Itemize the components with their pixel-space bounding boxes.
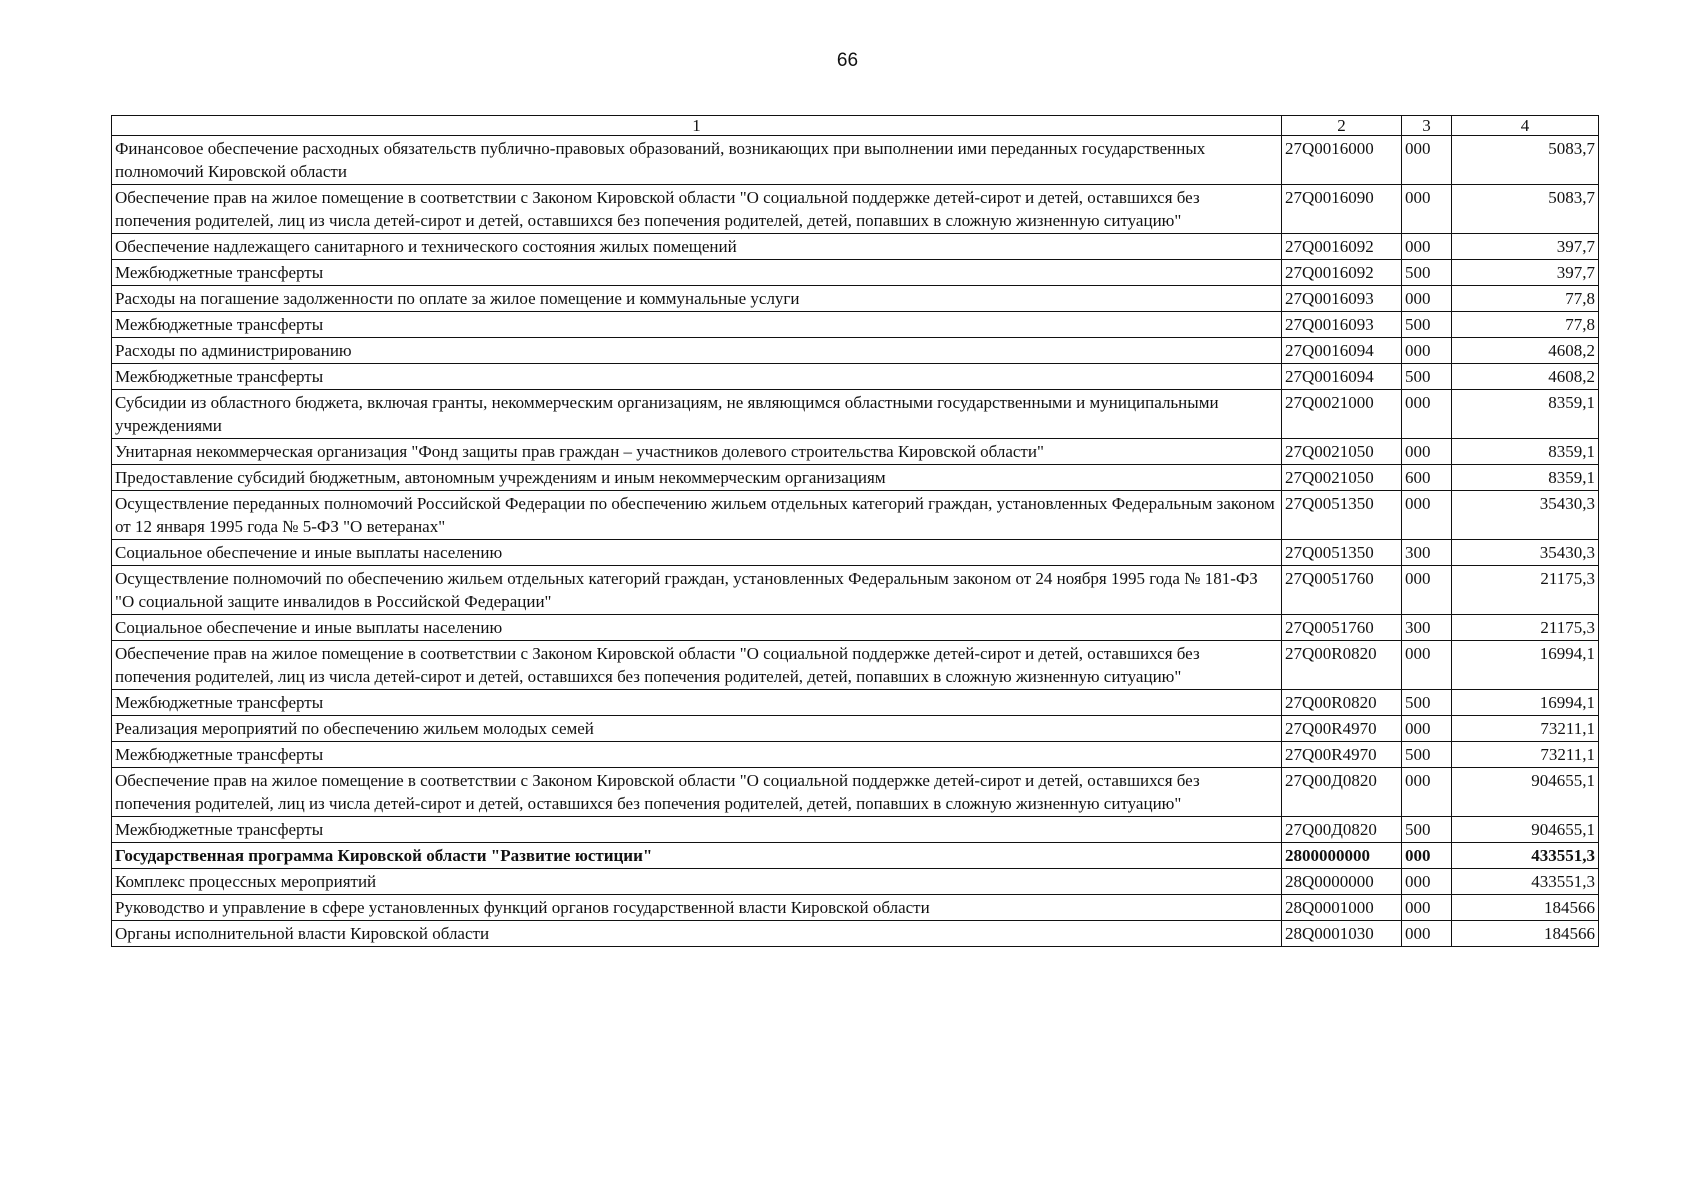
cell-name: Расходы по администрированию bbox=[112, 338, 1282, 364]
table-row bbox=[112, 641, 1599, 690]
cell-sum: 73211,1 bbox=[1452, 716, 1599, 742]
cell-sum: 8359,1 bbox=[1452, 439, 1599, 465]
cell-sum: 433551,3 bbox=[1452, 869, 1599, 895]
cell-name: Обеспечение прав на жилое помещение в соответствии с Законом Кировской области "О социальной поддержке детей-сирот и детей, оставшихся без попечения родителей, лиц из числа детей-сирот и детей, оставшихся без попечения родителей, детей, попавших в сложную жизненную ситуацию" bbox=[112, 641, 1282, 690]
table-row bbox=[112, 286, 1599, 312]
cell-name: Межбюджетные трансферты bbox=[112, 690, 1282, 716]
table-row bbox=[112, 843, 1599, 869]
cell-name: Социальное обеспечение и иные выплаты населению bbox=[112, 615, 1282, 641]
table-row bbox=[112, 540, 1599, 566]
cell-sum: 21175,3 bbox=[1452, 615, 1599, 641]
cell-type: 000 bbox=[1402, 716, 1452, 742]
header-col-type: 3 bbox=[1402, 116, 1452, 136]
table-row bbox=[112, 465, 1599, 491]
cell-name: Руководство и управление в сфере установленных функций органов государственной власти Кировской области bbox=[112, 895, 1282, 921]
cell-sum: 184566 bbox=[1452, 921, 1599, 947]
cell-sum: 77,8 bbox=[1452, 312, 1599, 338]
cell-code: 27Q0016094 bbox=[1282, 364, 1402, 390]
cell-code: 27Q00R0820 bbox=[1282, 641, 1402, 690]
cell-sum: 4608,2 bbox=[1452, 364, 1599, 390]
cell-type: 000 bbox=[1402, 338, 1452, 364]
cell-name: Органы исполнительной власти Кировской области bbox=[112, 921, 1282, 947]
cell-sum: 904655,1 bbox=[1452, 817, 1599, 843]
cell-name: Предоставление субсидий бюджетным, автономным учреждениям и иным некоммерческим организациям bbox=[112, 465, 1282, 491]
cell-sum: 5083,7 bbox=[1452, 136, 1599, 185]
cell-code: 27Q0021050 bbox=[1282, 465, 1402, 491]
cell-code: 27Q0016000 bbox=[1282, 136, 1402, 185]
cell-name: Государственная программа Кировской области "Развитие юстиции" bbox=[112, 843, 1282, 869]
cell-sum: 77,8 bbox=[1452, 286, 1599, 312]
table-row bbox=[112, 716, 1599, 742]
cell-sum: 16994,1 bbox=[1452, 690, 1599, 716]
header-col-name: 1 bbox=[112, 116, 1282, 136]
cell-name: Обеспечение надлежащего санитарного и технического состояния жилых помещений bbox=[112, 234, 1282, 260]
header-col-code: 2 bbox=[1282, 116, 1402, 136]
cell-type: 300 bbox=[1402, 540, 1452, 566]
table-row bbox=[112, 136, 1599, 185]
table-row bbox=[112, 491, 1599, 540]
cell-type: 500 bbox=[1402, 742, 1452, 768]
cell-code: 28Q0001030 bbox=[1282, 921, 1402, 947]
page-number: 66 bbox=[836, 50, 859, 71]
table-row bbox=[112, 566, 1599, 615]
cell-name: Унитарная некоммерческая организация "Фонд защиты прав граждан – участников долевого строительства Кировской области" bbox=[112, 439, 1282, 465]
table-row bbox=[112, 768, 1599, 817]
cell-name: Межбюджетные трансферты bbox=[112, 742, 1282, 768]
cell-code: 27Q0016090 bbox=[1282, 185, 1402, 234]
table-row bbox=[112, 185, 1599, 234]
cell-sum: 5083,7 bbox=[1452, 185, 1599, 234]
cell-type: 500 bbox=[1402, 312, 1452, 338]
cell-code: 27Q00R4970 bbox=[1282, 716, 1402, 742]
cell-sum: 35430,3 bbox=[1452, 491, 1599, 540]
header-row bbox=[112, 116, 1599, 136]
cell-sum: 16994,1 bbox=[1452, 641, 1599, 690]
cell-type: 300 bbox=[1402, 615, 1452, 641]
table-row bbox=[112, 234, 1599, 260]
cell-code: 27Q00R4970 bbox=[1282, 742, 1402, 768]
cell-name: Осуществление полномочий по обеспечению жильем отдельных категорий граждан, установленных Федеральным законом от 24 ноября 1995 года № 181-ФЗ "О социальной защите инвалидов в Российской Федерации" bbox=[112, 566, 1282, 615]
header-col-sum: 4 bbox=[1452, 116, 1599, 136]
cell-sum: 21175,3 bbox=[1452, 566, 1599, 615]
cell-type: 000 bbox=[1402, 843, 1452, 869]
table-body bbox=[112, 136, 1599, 947]
table-row bbox=[112, 921, 1599, 947]
cell-code: 27Q0051760 bbox=[1282, 615, 1402, 641]
cell-type: 000 bbox=[1402, 921, 1452, 947]
cell-type: 500 bbox=[1402, 260, 1452, 286]
cell-code: 27Q0051350 bbox=[1282, 491, 1402, 540]
table-row bbox=[112, 364, 1599, 390]
cell-type: 500 bbox=[1402, 364, 1452, 390]
cell-code: 27Q0016092 bbox=[1282, 234, 1402, 260]
cell-type: 000 bbox=[1402, 234, 1452, 260]
table-row bbox=[112, 338, 1599, 364]
cell-code: 27Q00Д0820 bbox=[1282, 768, 1402, 817]
cell-name: Финансовое обеспечение расходных обязательств публично-правовых образований, возникающих при выполнении ими переданных государственных полномочий Кировской области bbox=[112, 136, 1282, 185]
cell-code: 27Q0021050 bbox=[1282, 439, 1402, 465]
table-row bbox=[112, 615, 1599, 641]
cell-type: 000 bbox=[1402, 185, 1452, 234]
cell-sum: 8359,1 bbox=[1452, 465, 1599, 491]
table-row bbox=[112, 260, 1599, 286]
cell-type: 000 bbox=[1402, 136, 1452, 185]
cell-sum: 397,7 bbox=[1452, 234, 1599, 260]
table-row bbox=[112, 312, 1599, 338]
cell-code: 27Q00R0820 bbox=[1282, 690, 1402, 716]
table-row bbox=[112, 817, 1599, 843]
cell-sum: 433551,3 bbox=[1452, 843, 1599, 869]
budget-table bbox=[111, 115, 1599, 947]
cell-code: 27Q0016093 bbox=[1282, 312, 1402, 338]
cell-type: 500 bbox=[1402, 690, 1452, 716]
table-row bbox=[112, 895, 1599, 921]
cell-code: 27Q0051760 bbox=[1282, 566, 1402, 615]
cell-type: 000 bbox=[1402, 286, 1452, 312]
table-row bbox=[112, 439, 1599, 465]
cell-name: Реализация мероприятий по обеспечению жильем молодых семей bbox=[112, 716, 1282, 742]
cell-name: Обеспечение прав на жилое помещение в соответствии с Законом Кировской области "О социальной поддержке детей-сирот и детей, оставшихся без попечения родителей, лиц из числа детей-сирот и детей, оставшихся без попечения родителей, детей, попавших в сложную жизненную ситуацию" bbox=[112, 768, 1282, 817]
cell-sum: 4608,2 bbox=[1452, 338, 1599, 364]
cell-code: 27Q0016092 bbox=[1282, 260, 1402, 286]
cell-type: 000 bbox=[1402, 895, 1452, 921]
cell-name: Субсидии из областного бюджета, включая гранты, некоммерческим организациям, не являющимся областными государственными и муниципальными учреждениями bbox=[112, 390, 1282, 439]
cell-sum: 904655,1 bbox=[1452, 768, 1599, 817]
cell-code: 28Q0000000 bbox=[1282, 869, 1402, 895]
cell-name: Межбюджетные трансферты bbox=[112, 817, 1282, 843]
cell-type: 000 bbox=[1402, 491, 1452, 540]
cell-type: 000 bbox=[1402, 768, 1452, 817]
table-row bbox=[112, 390, 1599, 439]
table-row bbox=[112, 690, 1599, 716]
cell-name: Социальное обеспечение и иные выплаты населению bbox=[112, 540, 1282, 566]
cell-code: 27Q0016094 bbox=[1282, 338, 1402, 364]
cell-type: 000 bbox=[1402, 390, 1452, 439]
cell-sum: 184566 bbox=[1452, 895, 1599, 921]
cell-code: 28Q0001000 bbox=[1282, 895, 1402, 921]
cell-name: Межбюджетные трансферты bbox=[112, 260, 1282, 286]
cell-type: 500 bbox=[1402, 817, 1452, 843]
table-row bbox=[112, 742, 1599, 768]
cell-name: Межбюджетные трансферты bbox=[112, 312, 1282, 338]
cell-type: 000 bbox=[1402, 439, 1452, 465]
cell-code: 27Q0051350 bbox=[1282, 540, 1402, 566]
cell-name: Комплекс процессных мероприятий bbox=[112, 869, 1282, 895]
cell-sum: 397,7 bbox=[1452, 260, 1599, 286]
cell-code: 27Q0016093 bbox=[1282, 286, 1402, 312]
cell-code: 27Q0021000 bbox=[1282, 390, 1402, 439]
table-row bbox=[112, 869, 1599, 895]
cell-type: 000 bbox=[1402, 566, 1452, 615]
cell-sum: 35430,3 bbox=[1452, 540, 1599, 566]
cell-sum: 8359,1 bbox=[1452, 390, 1599, 439]
cell-type: 000 bbox=[1402, 641, 1452, 690]
cell-code: 27Q00Д0820 bbox=[1282, 817, 1402, 843]
cell-sum: 73211,1 bbox=[1452, 742, 1599, 768]
cell-type: 600 bbox=[1402, 465, 1452, 491]
cell-name: Межбюджетные трансферты bbox=[112, 364, 1282, 390]
cell-type: 000 bbox=[1402, 869, 1452, 895]
cell-name: Расходы на погашение задолженности по оплате за жилое помещение и коммунальные услуги bbox=[112, 286, 1282, 312]
cell-name: Осуществление переданных полномочий Российской Федерации по обеспечению жильем отдельных категорий граждан, установленных Федеральным законом от 12 января 1995 года № 5-ФЗ "О ветеранах" bbox=[112, 491, 1282, 540]
cell-code: 2800000000 bbox=[1282, 843, 1402, 869]
cell-name: Обеспечение прав на жилое помещение в соответствии с Законом Кировской области "О социальной поддержке детей-сирот и детей, оставшихся без попечения родителей, лиц из числа детей-сирот и детей, оставшихся без попечения родителей, детей, попавших в сложную жизненную ситуацию" bbox=[112, 185, 1282, 234]
